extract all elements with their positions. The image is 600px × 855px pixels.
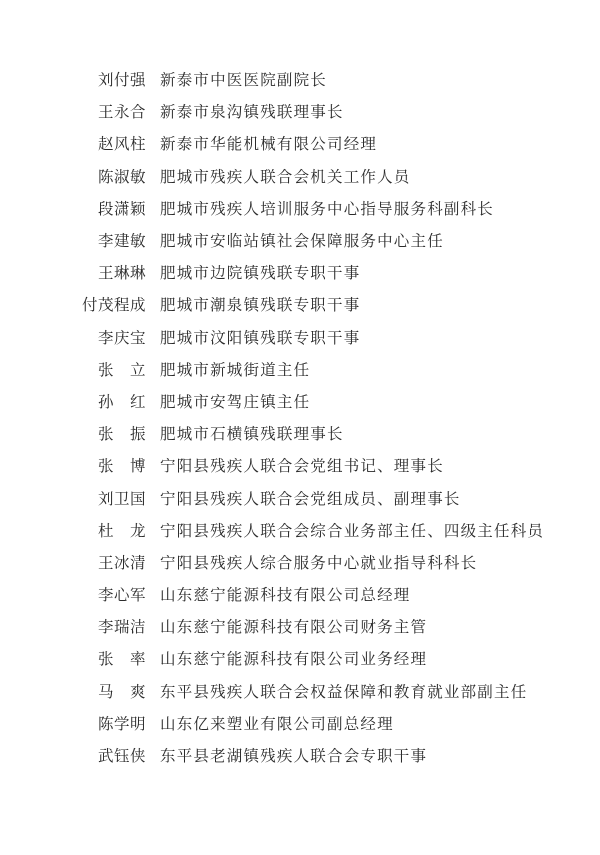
list-item <box>0 707 600 739</box>
list-item <box>0 385 600 417</box>
person-title: 肥城市安临站镇社会保障服务中心主任 <box>160 232 444 251</box>
person-title: 宁阳县残疾人联合会党组书记、理事长 <box>160 457 444 476</box>
person-title: 肥城市潮泉镇残联专职干事 <box>160 296 361 315</box>
person-title: 山东慈宁能源科技有限公司财务主管 <box>160 618 428 637</box>
list-item <box>0 546 600 578</box>
person-name: 王永合 <box>97 103 146 122</box>
person-title: 东平县残疾人联合会权益保障和教育就业部副主任 <box>160 682 528 701</box>
list-item <box>0 288 600 320</box>
person-name: 杜 龙 <box>97 521 146 540</box>
person-name: 张 率 <box>97 650 146 669</box>
person-title: 肥城市汶阳镇残联专职干事 <box>160 328 361 347</box>
list-item <box>0 224 600 256</box>
person-name: 孙 红 <box>97 392 146 411</box>
list-item <box>0 642 600 674</box>
person-title: 肥城市安驾庄镇主任 <box>160 392 311 411</box>
person-title: 新泰市华能机械有限公司经理 <box>160 135 378 154</box>
list-item <box>0 256 600 288</box>
list-item <box>0 321 600 353</box>
list-item <box>0 514 600 546</box>
person-name: 王冰清 <box>97 553 146 572</box>
person-name: 李庆宝 <box>97 328 146 347</box>
person-name: 王琳琳 <box>97 264 146 283</box>
person-title: 肥城市残疾人联合会机关工作人员 <box>160 167 411 186</box>
person-name: 陈淑敏 <box>97 167 146 186</box>
list-item <box>0 127 600 159</box>
person-title: 新泰市泉沟镇残联理事长 <box>160 103 344 122</box>
person-name: 赵风柱 <box>97 135 146 154</box>
person-name: 张 博 <box>97 457 146 476</box>
person-name: 刘付强 <box>97 71 146 90</box>
list-item <box>0 610 600 642</box>
person-name: 张 立 <box>97 360 146 379</box>
person-title: 肥城市边院镇残联专职干事 <box>160 264 361 283</box>
list-item <box>0 192 600 224</box>
person-name: 付茂程成 <box>81 296 146 315</box>
person-title: 山东慈宁能源科技有限公司总经理 <box>160 586 411 605</box>
list-item <box>0 353 600 385</box>
list-item <box>0 417 600 449</box>
person-title: 宁阳县残疾人联合会党组成员、副理事长 <box>160 489 461 508</box>
person-title: 山东慈宁能源科技有限公司业务经理 <box>160 650 428 669</box>
person-name: 段潇颖 <box>97 199 146 218</box>
personnel-list <box>0 63 600 771</box>
list-item <box>0 481 600 513</box>
person-name: 武钰侠 <box>97 747 146 766</box>
person-name: 李建敏 <box>97 232 146 251</box>
list-item <box>0 675 600 707</box>
person-name: 李瑞洁 <box>97 618 146 637</box>
person-title: 宁阳县残疾人综合服务中心就业指导科科长 <box>160 553 478 572</box>
list-item <box>0 160 600 192</box>
person-title: 宁阳县残疾人联合会综合业务部主任、四级主任科员 <box>160 521 545 540</box>
person-name: 陈学明 <box>97 714 146 733</box>
list-item <box>0 578 600 610</box>
person-title: 肥城市新城街道主任 <box>160 360 311 379</box>
person-title: 山东亿来塑业有限公司副总经理 <box>160 714 394 733</box>
list-item <box>0 739 600 771</box>
person-title: 肥城市残疾人培训服务中心指导服务科副科长 <box>160 199 495 218</box>
list-item <box>0 449 600 481</box>
person-title: 东平县老湖镇残疾人联合会专职干事 <box>160 747 428 766</box>
person-name: 刘卫国 <box>97 489 146 508</box>
person-name: 马 爽 <box>97 682 146 701</box>
list-item <box>0 63 600 95</box>
person-title: 肥城市石横镇残联理事长 <box>160 425 344 444</box>
list-item <box>0 95 600 127</box>
person-name: 李心军 <box>97 586 146 605</box>
person-title: 新泰市中医医院副院长 <box>160 71 328 90</box>
person-name: 张 振 <box>97 425 146 444</box>
